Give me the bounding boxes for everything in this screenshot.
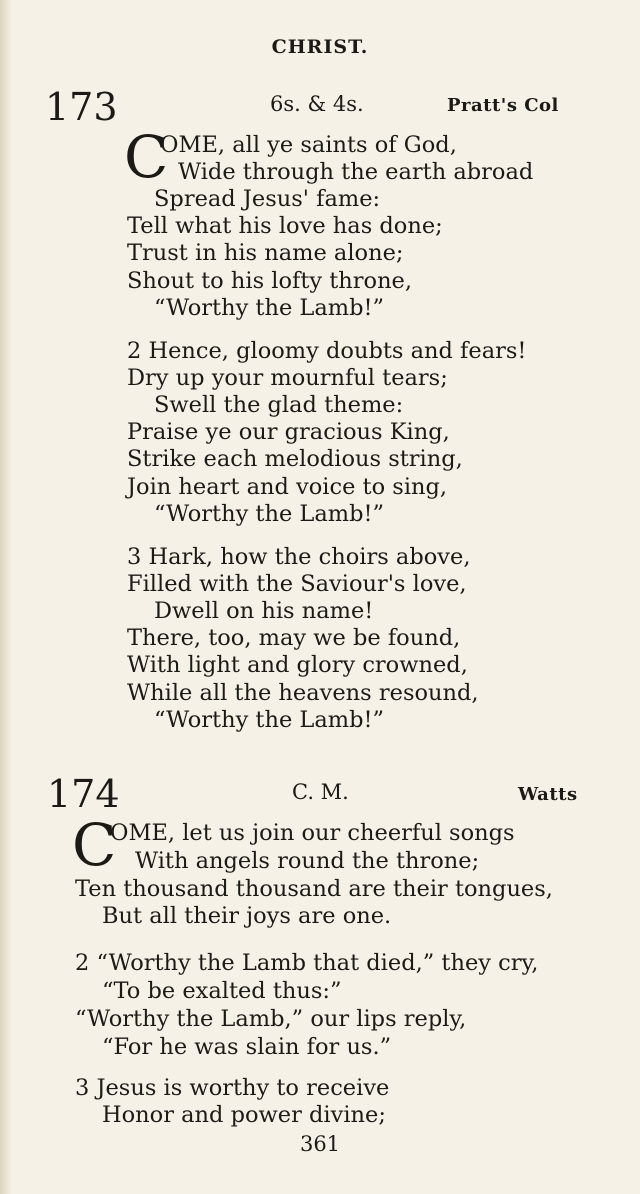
hymn-173-line-9: Dry up your mournful tears; (127, 365, 448, 391)
hymn-174-line-8: “For he was slain for us.” (102, 1034, 392, 1060)
hymn-174-line-7: “Worthy the Lamb,” our lips reply, (75, 1006, 467, 1032)
hymn-174-line-9: 3 Jesus is worthy to receive (75, 1075, 390, 1101)
hymn-174-dropcap: C (72, 811, 117, 879)
hymn-173-line-18: There, too, may we be found, (127, 625, 461, 651)
hymn-174-line-1: OME, let us join our cheerful songs (110, 820, 515, 846)
hymn-173-line-2: Wide through the earth abroad (178, 159, 534, 185)
hymn-174-line-3: Ten thousand thousand are their tongues, (75, 876, 553, 902)
hymn-173-line-3: Spread Jesus' fame: (154, 186, 381, 212)
hymn-173-line-19: With light and glory crowned, (127, 652, 468, 678)
hymn-174-line-6: “To be exalted thus:” (102, 978, 342, 1004)
hymn-173-line-16: Filled with the Saviour's love, (127, 571, 467, 597)
hymn-173-line-1: OME, all ye saints of God, (160, 132, 457, 158)
page-edge-shading (0, 0, 12, 1194)
hymn-174-line-2: With angels round the throne; (135, 848, 480, 874)
running-header: CHRIST. (271, 36, 369, 58)
hymn-173-number: 173 (45, 85, 118, 129)
hymn-174-line-5: 2 “Worthy the Lamb that died,” they cry, (75, 950, 539, 976)
hymn-173-line-12: Strike each melodious string, (127, 446, 463, 472)
hymn-173-line-7: “Worthy the Lamb!” (154, 295, 385, 321)
hymn-173-tune: Pratt's Col (447, 95, 559, 116)
hymn-174-tune: Watts (518, 784, 578, 805)
hymn-173-line-21: “Worthy the Lamb!” (154, 707, 385, 733)
hymn-173-line-17: Dwell on his name! (154, 598, 374, 624)
hymn-174-line-10: Honor and power divine; (102, 1102, 386, 1128)
hymn-174-meter: C. M. (292, 780, 349, 804)
hymn-173-line-4: Tell what his love has done; (127, 213, 443, 239)
hymn-173-line-20: While all the heavens resound, (127, 680, 479, 706)
hymn-174-line-4: But all their joys are one. (102, 903, 392, 929)
hymn-173-line-5: Trust in his name alone; (127, 240, 404, 266)
hymn-173-line-14: “Worthy the Lamb!” (154, 501, 385, 527)
hymn-173-line-8: 2 Hence, gloomy doubts and fears! (127, 338, 527, 364)
hymn-173-line-13: Join heart and voice to sing, (127, 474, 448, 500)
hymn-173-line-11: Praise ye our gracious King, (127, 419, 450, 445)
hymn-173-dropcap: C (124, 123, 169, 191)
hymn-173-line-6: Shout to his lofty throne, (127, 268, 413, 294)
hymn-174-number: 174 (47, 772, 120, 816)
hymn-173-line-15: 3 Hark, how the choirs above, (127, 544, 471, 570)
hymn-173-meter: 6s. & 4s. (270, 92, 364, 116)
hymn-173-line-10: Swell the glad theme: (154, 392, 404, 418)
page-number: 361 (299, 1132, 341, 1156)
